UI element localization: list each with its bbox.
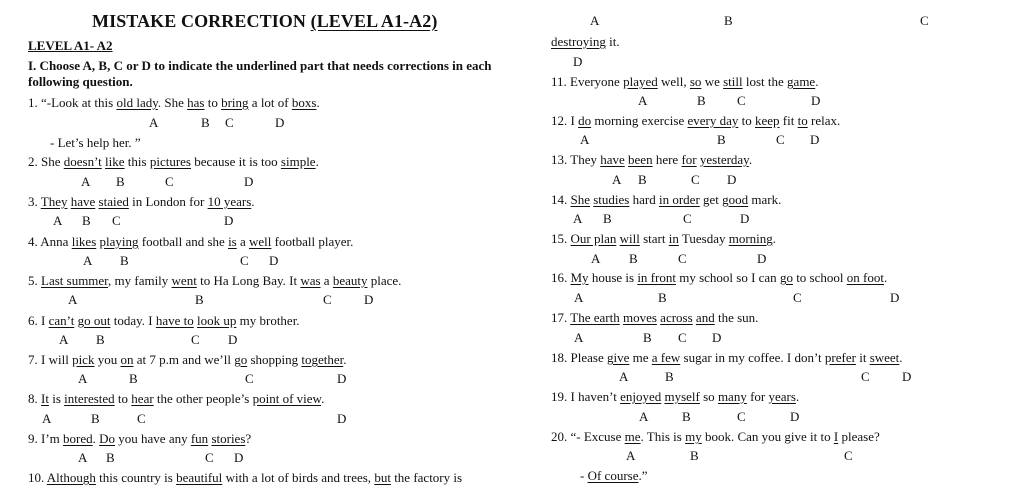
question-text: please?	[838, 429, 880, 444]
option-a: A	[81, 174, 91, 189]
question-text: 10.	[28, 470, 47, 485]
question-text: today. I	[110, 313, 156, 328]
option-a: A	[68, 292, 78, 307]
underlined-part: It	[41, 391, 49, 406]
question-text: place.	[367, 273, 402, 288]
page-title	[92, 11, 437, 32]
question-text: .	[92, 431, 100, 446]
question-text: .	[795, 389, 800, 404]
underlined-part: I	[833, 429, 839, 444]
question-text: football player.	[271, 234, 354, 249]
option-c: C	[112, 213, 121, 228]
underlined-part: go out	[77, 313, 111, 328]
question-15	[551, 231, 776, 247]
underlined-part: Do	[99, 431, 116, 446]
option-d: D	[790, 409, 800, 424]
underlined-part: been	[628, 152, 653, 167]
underlined-part: have	[70, 194, 96, 209]
underlined-part: go	[234, 352, 248, 367]
title-main: MISTAKE CORRECTION	[92, 11, 311, 31]
option-b: B	[106, 450, 115, 465]
option-d: D	[902, 369, 912, 384]
underlined-part: sweet	[869, 350, 900, 365]
option-a: A	[590, 13, 600, 28]
question-text: 13. They	[551, 152, 601, 167]
question-text: here	[652, 152, 682, 167]
question-text: Tuesday	[678, 231, 729, 246]
underlined-part: has	[187, 95, 205, 110]
question-text: 11. Everyone	[551, 74, 624, 89]
option-a: A	[638, 93, 648, 108]
question-text: a	[320, 273, 333, 288]
underlined-part: still	[723, 74, 743, 89]
option-d: D	[740, 211, 750, 226]
option-d: D	[269, 253, 279, 268]
question-text: is	[48, 391, 65, 406]
option-d: D	[364, 292, 374, 307]
question-text: 7. I will	[28, 352, 73, 367]
question-6	[28, 313, 300, 329]
underlined-part: in order	[658, 192, 700, 207]
question-1-reply: - Let’s help her. ”	[50, 135, 141, 150]
question-9	[28, 431, 251, 447]
question-text: sugar in my coffee. I don’t	[680, 350, 825, 365]
option-a: A	[42, 411, 52, 426]
underlined-part: destroying	[551, 34, 606, 49]
underlined-part: to	[797, 113, 808, 128]
question-10-continued	[551, 34, 620, 50]
option-d: D	[275, 115, 285, 130]
option-c: C	[225, 115, 234, 130]
underlined-part: Our plan	[570, 231, 617, 246]
option-c: C	[793, 290, 802, 305]
underlined-part: simple	[280, 154, 316, 169]
question-text: the other people’s	[153, 391, 253, 406]
option-d: D	[890, 290, 900, 305]
option-a: A	[580, 132, 590, 147]
question-11	[551, 74, 818, 90]
underlined-part: They	[40, 194, 68, 209]
question-text: get	[699, 192, 723, 207]
option-a: A	[639, 409, 649, 424]
option-c: C	[323, 292, 332, 307]
question-text: the sun.	[714, 310, 759, 325]
question-13	[551, 152, 752, 168]
question-text: it.	[605, 34, 620, 49]
underlined-part: Although	[46, 470, 96, 485]
underlined-part: on foot	[846, 270, 884, 285]
question-text: my school so I can	[675, 270, 780, 285]
question-text: house is	[588, 270, 638, 285]
option-a: A	[78, 371, 88, 386]
underlined-part: can’t	[48, 313, 75, 328]
question-text: so	[699, 389, 718, 404]
option-a: A	[574, 290, 584, 305]
option-d: D	[811, 93, 821, 108]
option-b: B	[690, 448, 699, 463]
option-c: C	[861, 369, 870, 384]
option-b: B	[638, 172, 647, 187]
underlined-part: morning	[728, 231, 773, 246]
question-text: well,	[657, 74, 690, 89]
option-c: C	[737, 93, 746, 108]
question-17	[551, 310, 758, 326]
question-text: 20. “- Excuse	[551, 429, 625, 444]
underlined-part: studies	[593, 192, 630, 207]
underlined-part: well	[249, 234, 272, 249]
underlined-part: boxs	[291, 95, 317, 110]
underlined-part: 10 years	[207, 194, 252, 209]
question-text: fit	[779, 113, 798, 128]
underlined-part: pictures	[149, 154, 191, 169]
question-text: .	[251, 194, 255, 209]
option-a: A	[83, 253, 93, 268]
option-b: B	[643, 330, 652, 345]
question-text: .	[748, 152, 753, 167]
underlined-part: game	[787, 74, 816, 89]
question-text: this	[124, 154, 150, 169]
underlined-part: Last summer	[41, 273, 108, 288]
question-text: 19. I haven’t	[551, 389, 621, 404]
option-b: B	[120, 253, 129, 268]
underlined-part: many	[717, 389, 747, 404]
question-text: to	[738, 113, 755, 128]
option-b: B	[91, 411, 100, 426]
option-b: B	[195, 292, 204, 307]
underlined-part: years	[768, 389, 796, 404]
underlined-part: my	[685, 429, 702, 444]
question-text: to	[114, 391, 132, 406]
underlined-part: playing	[99, 234, 139, 249]
question-20-reply	[580, 468, 648, 484]
option-d: D	[224, 213, 234, 228]
underlined-part: have to	[155, 313, 194, 328]
question-text: 18. Please	[551, 350, 607, 365]
option-c: C	[245, 371, 254, 386]
title-level: (LEVEL A1-A2)	[310, 11, 438, 31]
option-c: C	[678, 251, 687, 266]
question-text: shopping	[247, 352, 302, 367]
question-text: it	[855, 350, 870, 365]
underlined-part: will	[619, 231, 640, 246]
question-text: 15.	[551, 231, 571, 246]
question-text: 4. Anna	[28, 234, 72, 249]
question-text: 3.	[28, 194, 41, 209]
underlined-part: in	[668, 231, 679, 246]
option-d: D	[228, 332, 238, 347]
question-text: you have any	[115, 431, 191, 446]
option-b: B	[201, 115, 210, 130]
question-20	[551, 429, 880, 445]
underlined-part: give	[606, 350, 630, 365]
question-text: a	[236, 234, 250, 249]
question-text: .	[316, 95, 320, 110]
option-b: B	[658, 290, 667, 305]
question-text: to Ha Long Bay. It	[196, 273, 301, 288]
option-c: C	[137, 411, 146, 426]
underlined-part: go	[779, 270, 793, 285]
option-c: C	[776, 132, 785, 147]
question-text: -	[580, 468, 588, 483]
question-text: .	[343, 352, 347, 367]
underlined-part: and	[695, 310, 715, 325]
question-text: this country is	[95, 470, 177, 485]
question-text: 12. I	[551, 113, 579, 128]
option-a: A	[573, 211, 583, 226]
question-19	[551, 389, 799, 405]
question-18	[551, 350, 903, 366]
underlined-part: stories	[211, 431, 246, 446]
underlined-part: point of view	[252, 391, 322, 406]
question-text: my brother.	[236, 313, 300, 328]
question-text: 8.	[28, 391, 41, 406]
question-text: we	[701, 74, 724, 89]
underlined-part: bring	[221, 95, 249, 110]
question-text: 16.	[551, 270, 571, 285]
question-text: 1. “-Look at this	[28, 95, 117, 110]
underlined-part: but	[374, 470, 391, 485]
option-b: B	[116, 174, 125, 189]
question-text: .	[321, 391, 325, 406]
option-d: D	[234, 450, 244, 465]
question-text: 17.	[551, 310, 571, 325]
underlined-part: me	[624, 429, 641, 444]
underlined-part: went	[171, 273, 197, 288]
question-12	[551, 113, 840, 129]
question-1	[28, 95, 320, 111]
underlined-part: together	[301, 352, 344, 367]
underlined-part: look up	[197, 313, 237, 328]
underlined-part: old lady	[116, 95, 158, 110]
option-b: B	[665, 369, 674, 384]
option-b: B	[717, 132, 726, 147]
underlined-part: every day	[687, 113, 739, 128]
underlined-part: on	[120, 352, 134, 367]
underlined-part: in front	[637, 270, 676, 285]
option-a: A	[59, 332, 69, 347]
option-b: B	[96, 332, 105, 347]
question-3	[28, 194, 255, 210]
underlined-part: bored	[63, 431, 93, 446]
question-text: start	[639, 231, 669, 246]
option-c: C	[844, 448, 853, 463]
underlined-part: a few	[651, 350, 681, 365]
option-c: C	[205, 450, 214, 465]
underlined-part: interested	[64, 391, 115, 406]
question-text: book. Can you give it to	[701, 429, 834, 444]
option-d: D	[244, 174, 254, 189]
question-text: at 7 p.m and we’ll	[133, 352, 235, 367]
underlined-part: staied	[98, 194, 129, 209]
question-text: 6. I	[28, 313, 49, 328]
underlined-part: good	[722, 192, 749, 207]
question-text: 9. I’m	[28, 431, 64, 446]
underlined-part: do	[578, 113, 592, 128]
option-a: A	[612, 172, 622, 187]
question-10	[28, 470, 462, 486]
level-heading: LEVEL A1- A2	[28, 38, 113, 53]
option-a: A	[574, 330, 584, 345]
question-text: in London for	[128, 194, 208, 209]
underlined-part: enjoyed	[620, 389, 662, 404]
underlined-part: for	[681, 152, 697, 167]
question-text: to	[204, 95, 222, 110]
underlined-part: moves	[622, 310, 657, 325]
option-a: A	[626, 448, 636, 463]
underlined-part: The earth	[570, 310, 620, 325]
question-text: .	[883, 270, 888, 285]
question-text: relax.	[807, 113, 841, 128]
question-text: . She	[157, 95, 188, 110]
option-c: C	[920, 13, 929, 28]
option-d: D	[727, 172, 737, 187]
question-text: 14.	[551, 192, 571, 207]
question-2	[28, 154, 319, 170]
underlined-part: is	[228, 234, 237, 249]
underlined-part: hear	[131, 391, 154, 406]
option-c: C	[737, 409, 746, 424]
option-b: B	[724, 13, 733, 28]
question-14	[551, 192, 781, 208]
option-b: B	[682, 409, 691, 424]
question-text: because it is too	[191, 154, 281, 169]
underlined-part: She	[570, 192, 590, 207]
option-d: D	[757, 251, 767, 266]
question-text: to school	[792, 270, 847, 285]
underlined-part: pick	[72, 352, 95, 367]
option-a: A	[53, 213, 63, 228]
option-b: B	[82, 213, 91, 228]
underlined-part: doesn’t	[63, 154, 102, 169]
option-c: C	[691, 172, 700, 187]
underlined-part: fun	[190, 431, 209, 446]
question-text: lost the	[742, 74, 788, 89]
option-b: B	[629, 251, 638, 266]
underlined-part: was	[300, 273, 321, 288]
option-d: D	[337, 371, 347, 386]
question-text: you	[94, 352, 121, 367]
option-d: D	[337, 411, 347, 426]
option-b: B	[129, 371, 138, 386]
option-a: A	[149, 115, 159, 130]
underlined-part: likes	[71, 234, 97, 249]
instruction: I. Choose A, B, C or D to indicate the underlined part that needs corrections in each following question.	[28, 58, 492, 89]
question-5	[28, 273, 401, 289]
question-text: the factory is	[390, 470, 463, 485]
underlined-part: keep	[755, 113, 780, 128]
question-text: morning exercise	[591, 113, 688, 128]
underlined-part: Of course	[587, 468, 639, 483]
option-c: C	[165, 174, 174, 189]
option-a: A	[591, 251, 601, 266]
question-4	[28, 234, 353, 250]
question-text: 5.	[28, 273, 41, 288]
question-text: a lot of	[248, 95, 292, 110]
question-text: .”	[638, 468, 648, 483]
underlined-part: beauty	[332, 273, 368, 288]
question-text: 2. She	[28, 154, 64, 169]
option-c: C	[683, 211, 692, 226]
question-text: for	[746, 389, 769, 404]
question-text: with a lot of birds and trees,	[222, 470, 375, 485]
underlined-part: like	[105, 154, 125, 169]
underlined-part: so	[689, 74, 702, 89]
option-c: C	[191, 332, 200, 347]
option-c: C	[240, 253, 249, 268]
question-text: me	[629, 350, 652, 365]
question-7	[28, 352, 347, 368]
option-d: D	[712, 330, 722, 345]
question-text: . This is	[640, 429, 686, 444]
question-text: .	[315, 154, 319, 169]
question-text: ?	[245, 431, 252, 446]
option-d: D	[573, 54, 583, 69]
question-16	[551, 270, 887, 286]
option-c: C	[678, 330, 687, 345]
underlined-part: across	[660, 310, 693, 325]
underlined-part: myself	[664, 389, 700, 404]
underlined-part: My	[570, 270, 589, 285]
question-8	[28, 391, 324, 407]
underlined-part: played	[623, 74, 658, 89]
question-text: , my family	[108, 273, 172, 288]
option-b: B	[603, 211, 612, 226]
question-text: .	[772, 231, 777, 246]
question-text: hard	[629, 192, 659, 207]
underlined-part: have	[600, 152, 625, 167]
option-a: A	[619, 369, 629, 384]
underlined-part: yesterday	[699, 152, 749, 167]
option-a: A	[78, 450, 88, 465]
question-text: mark.	[748, 192, 782, 207]
question-text: .	[899, 350, 903, 365]
question-text: .	[815, 74, 819, 89]
underlined-part: prefer	[824, 350, 856, 365]
question-text: football and she	[138, 234, 229, 249]
option-d: D	[810, 132, 820, 147]
underlined-part: beautiful	[176, 470, 223, 485]
option-b: B	[697, 93, 706, 108]
